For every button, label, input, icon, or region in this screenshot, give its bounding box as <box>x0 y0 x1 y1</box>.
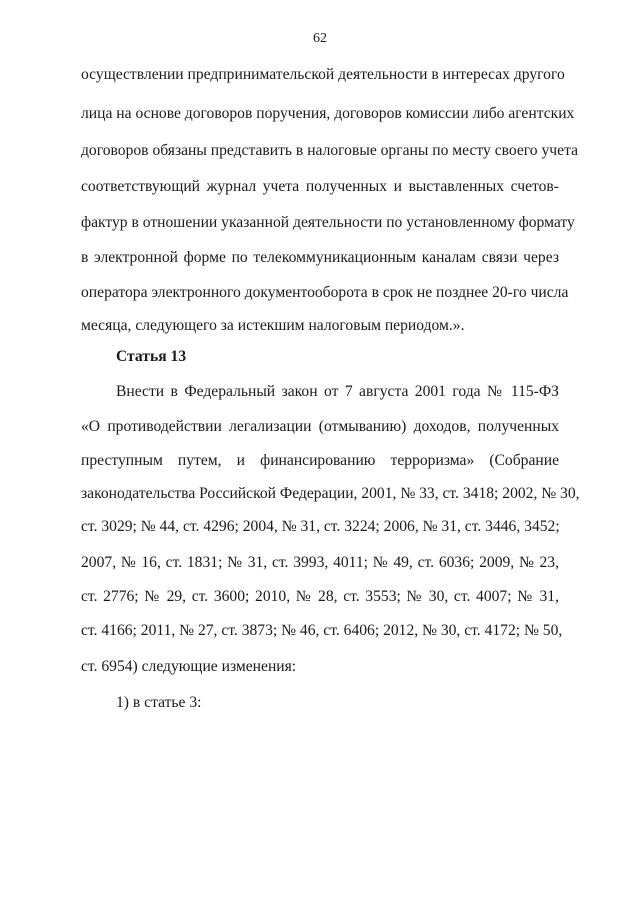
text-line: «О противодействии легализации (отмыванию) доходов, полученных <box>81 418 559 435</box>
text-line: лица на основе договоров поручения, договоров комиссии либо агентских <box>81 105 575 122</box>
text-line: законодательства Российской Федерации, 2001, № 33, ст. 3418; 2002, № 30, <box>81 485 580 502</box>
text-line: ст. 2776; № 29, ст. 3600; 2010, № 28, ст. 3553; № 30, ст. 4007; № 31, <box>81 588 559 605</box>
text-line: договоров обязаны представить в налоговые органы по месту своего учета <box>81 142 578 159</box>
page-number: 62 <box>313 31 327 46</box>
text-line: фактур в отношении указанной деятельности по установленному формату <box>81 214 575 231</box>
text-line: осуществлении предпринимательской деятельности в интересах другого <box>81 66 565 83</box>
text-line: месяца, следующего за истекшим налоговым периодом.». <box>81 317 465 334</box>
article-heading: Статья 13 <box>116 348 187 365</box>
text-line: Внести в Федеральный закон от 7 августа 2001 года № 115-ФЗ <box>116 383 559 400</box>
text-line: ст. 6954) следующие изменения: <box>81 658 297 675</box>
text-line: ст. 4166; 2011, № 27, ст. 3873; № 46, ст. 6406; 2012, № 30, ст. 4172; № 50, <box>81 622 563 639</box>
text-line: соответствующий журнал учета полученных и выставленных счетов- <box>81 178 559 195</box>
text-line: 2007, № 16, ст. 1831; № 31, ст. 3993, 4011; № 49, ст. 6036; 2009, № 23, <box>81 554 559 571</box>
text-line: преступным путем, и финансированию терроризма» (Собрание <box>81 452 559 469</box>
list-item: 1) в статье 3: <box>116 694 202 711</box>
text-line: оператора электронного документооборота в срок не позднее 20-го числа <box>81 284 569 301</box>
text-line: в электронной форме по телекоммуникационным каналам связи через <box>81 249 559 266</box>
text-line: ст. 3029; № 44, ст. 4296; 2004, № 31, ст. 3224; 2006, № 31, ст. 3446, 3452; <box>81 518 560 535</box>
